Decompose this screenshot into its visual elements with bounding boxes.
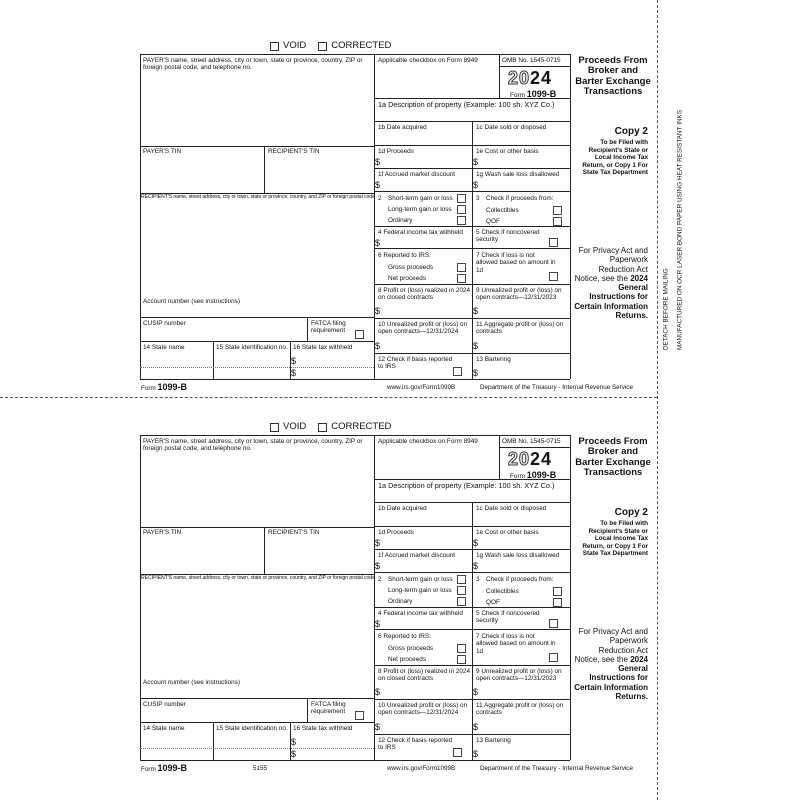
rule <box>140 527 374 528</box>
rule <box>499 435 500 479</box>
tax-year-outline: 20 <box>508 68 531 88</box>
form-name: 1099-B <box>526 89 557 99</box>
footer-code: 5155 <box>253 765 268 772</box>
void-corrected-row <box>270 41 391 52</box>
copy-title: Copy 2 <box>614 126 648 137</box>
box1d-label: 1d Proceeds <box>378 529 414 536</box>
fatca-label: FATCA filing requirement <box>311 320 346 335</box>
box6-net: Net proceeds <box>388 275 427 282</box>
form-title: Proceeds From Broker and Barter Exchange Transactions <box>575 55 651 97</box>
long-term-checkbox[interactable] <box>457 205 466 214</box>
payer-name-label: PAYER'S name, street address, city or town, state or province, country, ZIP or foreign postal code, and telephone no. <box>143 438 363 453</box>
box1f-label: 1f Accrued market discount <box>378 171 456 178</box>
rule <box>570 435 571 760</box>
box7-label: 7 Check if loss is not allowed based on amount in 1d <box>476 252 556 274</box>
box3-qof: QOF <box>486 218 500 225</box>
box4-dollar: $ <box>375 238 381 248</box>
rule <box>140 748 374 749</box>
box12-label: 12 Check if basis reported to IRS <box>378 356 453 371</box>
corrected-label: CORRECTED <box>331 40 392 51</box>
copy-subtitle: To be Filed with Recipient's State or Local Income Tax Return, or Copy 1 For State Tax Department <box>582 139 648 177</box>
privacy-text: For Privacy Act and Paperwork Reduction Act Notice, see the <box>574 627 648 664</box>
net-proceeds-checkbox[interactable] <box>457 655 466 664</box>
box3-num: 3 <box>476 195 480 202</box>
privacy-bold: 2024 General Instructions for Certain Information Returns. <box>574 654 648 701</box>
rule <box>374 54 375 379</box>
rule <box>140 722 374 723</box>
box7-label: 7 Check if loss is not allowed based on amount in 1d <box>476 633 556 655</box>
footer-url: www.irs.gov/Form1099B <box>387 384 456 391</box>
box3-collectibles: Collectibles <box>486 207 519 214</box>
footer-form-name: 1099-B <box>157 382 187 392</box>
noncovered-checkbox[interactable] <box>549 238 558 247</box>
form-title: Proceeds From Broker and Barter Exchange Transactions <box>575 436 651 478</box>
void-label: VOID <box>283 40 307 51</box>
account-label: Account number (see instructions) <box>143 679 240 686</box>
footer-dept: Department of the Treasury - Internal Revenue Service <box>480 765 633 772</box>
tax-year-bold: 24 <box>530 449 553 469</box>
box1g-dollar: $ <box>473 561 479 571</box>
omb-number: OMB No. 1545-0715 <box>502 438 561 445</box>
box1d-dollar: $ <box>375 538 381 548</box>
box16-label: 16 State tax withheld <box>293 725 353 732</box>
box2-ordinary: Ordinary <box>388 217 413 224</box>
basis-reported-checkbox[interactable] <box>453 748 462 757</box>
box8-dollar: $ <box>375 687 381 697</box>
box1g-label: 1g Wash sale loss disallowed <box>476 171 560 178</box>
ordinary-checkbox[interactable] <box>457 597 466 606</box>
box15-label: 15 State identification no. <box>216 725 288 732</box>
footer-url: www.irs.gov/Form1099B <box>387 765 456 772</box>
box2-label: Short-term gain or loss <box>388 576 453 583</box>
box5-label: 5 Check if noncovered security <box>476 229 540 244</box>
privacy-notice <box>574 627 648 701</box>
box16-dollar-a: $ <box>291 737 297 747</box>
footer-form-name: 1099-B <box>157 763 187 773</box>
box14-label: 14 State name <box>143 344 185 351</box>
rule <box>140 54 570 55</box>
corrected-label: CORRECTED <box>331 421 392 432</box>
tax-year-outline: 20 <box>508 449 531 469</box>
privacy-bold: 2024 General Instructions for Certain Information Returns. <box>574 273 648 320</box>
box6-gross: Gross proceeds <box>388 645 434 652</box>
box13-label: 13 Bartering <box>476 356 511 363</box>
form-number <box>510 470 556 480</box>
cusip-label: CUSIP number <box>143 701 186 708</box>
box1b-label: 1b Date acquired <box>378 505 427 512</box>
box11-dollar: $ <box>473 722 479 732</box>
box10-dollar: $ <box>375 341 381 351</box>
void-checkbox[interactable] <box>270 423 279 432</box>
rule <box>213 722 214 760</box>
rule <box>140 317 374 318</box>
form-prefix: Form <box>510 92 525 99</box>
checkbox-8949-label: Applicable checkbox on Form 8949 <box>378 438 478 445</box>
box12-label: 12 Check if basis reported to IRS <box>378 737 453 752</box>
cusip-label: CUSIP number <box>143 320 186 327</box>
box2-long: Long-term gain or loss <box>388 206 452 213</box>
paper-note: MANUFACTURED ON OCR LASER BOND PAPER USING HEAT RESISTANT INKS <box>676 109 684 350</box>
box1f-dollar: $ <box>375 561 381 571</box>
corrected-checkbox[interactable] <box>318 423 327 432</box>
form-number <box>510 89 556 99</box>
box1d-label: 1d Proceeds <box>378 148 414 155</box>
box14-label: 14 State name <box>143 725 185 732</box>
box2-label: Short-term gain or loss <box>388 195 453 202</box>
fatca-checkbox[interactable] <box>355 711 364 720</box>
box9-label: 9 Unrealized profit or (loss) on open contracts—12/31/2023 <box>476 668 562 683</box>
box6-label: 6 Reported to IRS: <box>378 252 431 259</box>
box1a-label: 1a Description of property (Example: 100 sh. XYZ Co.) <box>378 100 555 109</box>
box10-label: 10 Unrealized profit or (loss) on open contracts—12/31/2024 <box>378 321 468 336</box>
box11-dollar: $ <box>473 341 479 351</box>
basis-reported-checkbox[interactable] <box>453 367 462 376</box>
rule <box>307 317 308 341</box>
box3-label: Check if proceeds from: <box>486 195 554 202</box>
rule <box>374 435 375 760</box>
rule <box>499 54 500 98</box>
box1f-dollar: $ <box>375 180 381 190</box>
net-proceeds-checkbox[interactable] <box>457 274 466 283</box>
qof-checkbox[interactable] <box>553 217 562 226</box>
rule <box>307 698 308 722</box>
copy-title: Copy 2 <box>614 507 648 518</box>
box3-qof: QOF <box>486 599 500 606</box>
rule <box>140 54 141 379</box>
box2-long: Long-term gain or loss <box>388 587 452 594</box>
short-term-checkbox[interactable] <box>457 194 466 203</box>
box8-label: 8 Profit or (loss) realized in 2024 on closed contracts <box>378 287 470 302</box>
box4-dollar: $ <box>375 619 381 629</box>
box13-label: 13 Bartering <box>476 737 511 744</box>
gross-proceeds-checkbox[interactable] <box>457 644 466 653</box>
rule <box>140 367 374 368</box>
box16-label: 16 State tax withheld <box>293 344 353 351</box>
vertical-cut-line <box>657 0 658 800</box>
recipient-name-label: RECIPIENT'S name, street address, city or town, state or province, country, and ZIP or foreign postal code <box>141 194 375 200</box>
fatca-checkbox[interactable] <box>355 330 364 339</box>
rule <box>140 341 374 342</box>
box9-label: 9 Unrealized profit or (loss) on open contracts—12/31/2023 <box>476 287 562 302</box>
box10-dollar: $ <box>375 722 381 732</box>
form-name: 1099-B <box>526 470 557 480</box>
gross-proceeds-checkbox[interactable] <box>457 263 466 272</box>
corrected-checkbox[interactable] <box>318 42 327 51</box>
box9-dollar: $ <box>473 687 479 697</box>
rule <box>140 146 374 147</box>
box10-label: 10 Unrealized profit or (loss) on open contracts—12/31/2024 <box>378 702 468 717</box>
box3-collectibles: Collectibles <box>486 588 519 595</box>
box9-dollar: $ <box>473 306 479 316</box>
rule <box>140 698 374 699</box>
footer-dept: Department of the Treasury - Internal Revenue Service <box>480 384 633 391</box>
box5-label: 5 Check if noncovered security <box>476 610 540 625</box>
box1e-dollar: $ <box>473 538 479 548</box>
fatca-label: FATCA filing requirement <box>311 701 346 716</box>
payer-tin-label: PAYER'S TIN <box>143 529 182 536</box>
box11-label: 11 Aggregate profit or (loss) on contracts <box>476 321 564 336</box>
box1a-label: 1a Description of property (Example: 100 sh. XYZ Co.) <box>378 481 555 490</box>
privacy-text: For Privacy Act and Paperwork Reduction Act Notice, see the <box>574 246 648 283</box>
box1d-dollar: $ <box>375 157 381 167</box>
box4-label: 4 Federal income tax withheld <box>378 610 463 617</box>
rule <box>570 54 571 379</box>
box8-dollar: $ <box>375 306 381 316</box>
footer-form-prefix: Form <box>141 385 156 392</box>
box1e-label: 1e Cost or other basis <box>476 529 539 536</box>
form-copy-bottom <box>0 381 657 778</box>
copy-subtitle: To be Filed with Recipient's State or Local Income Tax Return, or Copy 1 For State Tax Department <box>582 520 648 558</box>
long-term-checkbox[interactable] <box>457 586 466 595</box>
collectibles-checkbox[interactable] <box>553 587 562 596</box>
ordinary-checkbox[interactable] <box>457 216 466 225</box>
rule <box>140 435 141 760</box>
recipient-tin-label: RECIPIENT'S TIN <box>268 529 320 536</box>
short-term-checkbox[interactable] <box>457 575 466 584</box>
recipient-tin-label: RECIPIENT'S TIN <box>268 148 320 155</box>
box1f-label: 1f Accrued market discount <box>378 552 456 559</box>
noncovered-checkbox[interactable] <box>549 619 558 628</box>
qof-checkbox[interactable] <box>553 598 562 607</box>
collectibles-checkbox[interactable] <box>553 206 562 215</box>
footer-form <box>141 763 187 773</box>
box16-dollar-a: $ <box>291 356 297 366</box>
box2-num: 2 <box>378 576 382 583</box>
loss-not-allowed-checkbox[interactable] <box>549 653 558 662</box>
omb-number: OMB No. 1545-0715 <box>502 57 561 64</box>
payer-name-label: PAYER'S name, street address, city or town, state or province, country, ZIP or foreign postal code, and telephone no. <box>143 57 363 72</box>
tax-year-bold: 24 <box>530 68 553 88</box>
privacy-notice <box>574 246 648 320</box>
detach-note: DETACH BEFORE MAILING <box>662 268 670 350</box>
account-label: Account number (see instructions) <box>143 298 240 305</box>
void-label: VOID <box>283 421 307 432</box>
box1e-dollar: $ <box>473 157 479 167</box>
form-copy-top <box>0 0 657 397</box>
rule <box>264 527 265 574</box>
void-checkbox[interactable] <box>270 42 279 51</box>
box8-label: 8 Profit or (loss) realized in 2024 on closed contracts <box>378 668 470 683</box>
rule <box>140 760 570 761</box>
box13-dollar: $ <box>473 749 479 759</box>
checkbox-8949-label: Applicable checkbox on Form 8949 <box>378 57 478 64</box>
rule <box>264 146 265 193</box>
payer-tin-label: PAYER'S TIN <box>143 148 182 155</box>
box11-label: 11 Aggregate profit or (loss) on contracts <box>476 702 564 717</box>
footer-form-prefix: Form <box>141 766 156 773</box>
rule <box>140 435 570 436</box>
box1e-label: 1e Cost or other basis <box>476 148 539 155</box>
rule <box>499 447 570 448</box>
box2-ordinary: Ordinary <box>388 598 413 605</box>
box4-label: 4 Federal income tax withheld <box>378 229 463 236</box>
tax-year <box>508 68 552 89</box>
box15-label: 15 State identification no. <box>216 344 288 351</box>
loss-not-allowed-checkbox[interactable] <box>549 272 558 281</box>
box1g-dollar: $ <box>473 180 479 190</box>
box3-label: Check if proceeds from: <box>486 576 554 583</box>
box6-label: 6 Reported to IRS: <box>378 633 431 640</box>
form-prefix: Form <box>510 473 525 480</box>
tax-year <box>508 449 552 470</box>
box1g-label: 1g Wash sale loss disallowed <box>476 552 560 559</box>
box16-dollar-b: $ <box>291 368 297 378</box>
recipient-name-label: RECIPIENT'S name, street address, city or town, state or province, country, and ZIP or foreign postal code <box>141 575 375 581</box>
box13-dollar: $ <box>473 368 479 378</box>
box16-dollar-b: $ <box>291 749 297 759</box>
box6-gross: Gross proceeds <box>388 264 434 271</box>
rule <box>140 379 570 380</box>
box1c-label: 1c Date sold or disposed <box>476 124 547 131</box>
box1b-label: 1b Date acquired <box>378 124 427 131</box>
void-corrected-row <box>270 422 391 433</box>
box1c-label: 1c Date sold or disposed <box>476 505 547 512</box>
box3-num: 3 <box>476 576 480 583</box>
box2-num: 2 <box>378 195 382 202</box>
rule <box>213 341 214 379</box>
rule <box>499 66 570 67</box>
box6-net: Net proceeds <box>388 656 427 663</box>
